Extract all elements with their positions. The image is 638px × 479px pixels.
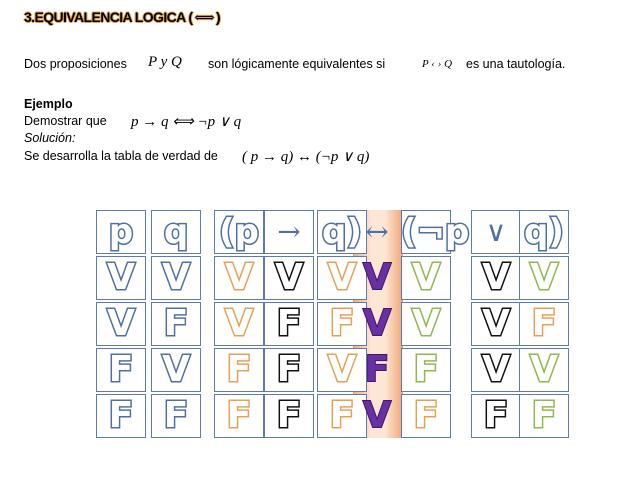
truth-table-value: F (483, 395, 509, 436)
truth-table-value: V (107, 303, 135, 344)
truth-table-header: q) (322, 212, 362, 252)
truth-table-value: F (276, 395, 302, 436)
demonstrate-line (24, 114, 242, 130)
truth-table-value: F (276, 349, 302, 390)
truth-table-value: V (107, 257, 135, 298)
truth-table-value: V (530, 257, 558, 298)
definition-prefix: Dos proposiciones (24, 57, 127, 71)
truth-table-value: V (275, 257, 303, 298)
table-intro-prefix: Se desarrolla la tabla de verdad de (24, 149, 218, 163)
truth-table-value: V (162, 257, 190, 298)
truth-table-value: F (413, 395, 439, 436)
truth-table-value: V (482, 257, 510, 298)
example-heading: Ejemplo (24, 97, 73, 111)
truth-table-header: q) (524, 212, 564, 252)
formula-equivalence: P ‹ › Q (422, 58, 453, 70)
truth-table-value: V (363, 257, 391, 298)
definition-line (24, 54, 566, 71)
title-label: 3.EQUIVALENCIA LOGICA ( (24, 9, 193, 25)
truth-table-value: F (276, 303, 302, 344)
truth-table-value: V (328, 257, 356, 298)
truth-table-header: → (277, 215, 301, 248)
truth-table-header: (p (219, 212, 259, 252)
truth-table-header: ∨ (485, 215, 507, 248)
truth-table-value: V (225, 303, 253, 344)
truth-table-value: F (108, 395, 134, 436)
truth-table-header: (¬p (401, 212, 470, 252)
truth-table-value: F (163, 395, 189, 436)
table-intro-line (24, 149, 370, 165)
truth-table-value: F (163, 303, 189, 344)
truth-table-value: V (482, 303, 510, 344)
truth-table-value: F (329, 303, 355, 344)
definition-middle: son lógicamente equivalentes si (208, 57, 386, 71)
double-arrow-icon: ⟺ (194, 10, 214, 26)
truth-table-value: V (363, 303, 391, 344)
truth-table-value: V (412, 257, 440, 298)
truth-table-value: F (531, 395, 557, 436)
truth-table-value: V (412, 303, 440, 344)
truth-table-header: q (163, 212, 189, 252)
definition-suffix: es una tautología. (466, 57, 566, 71)
solution-label: Solución: (24, 131, 76, 145)
demonstrate-formula: p → q ⟺ ¬p ∨ q (131, 114, 242, 130)
section-title (24, 9, 220, 26)
demonstrate-prefix: Demostrar que (24, 114, 107, 128)
truth-table-header: ↔ (365, 215, 389, 248)
truth-table-value: F (364, 349, 390, 390)
truth-table-value: F (413, 349, 439, 390)
truth-table-value: V (530, 349, 558, 390)
truth-table (96, 210, 569, 438)
title-close: ) (215, 9, 221, 25)
truth-table-header: p (108, 212, 134, 252)
truth-table-value: F (226, 349, 252, 390)
formula-p-y-q: P y Q (148, 54, 182, 70)
truth-table-value: V (328, 349, 356, 390)
truth-table-value: V (363, 395, 391, 436)
table-intro-formula: ( p → q) ↔ (¬p ∨ q) (242, 149, 370, 165)
truth-table-value: V (162, 349, 190, 390)
truth-table-value: F (329, 395, 355, 436)
truth-table-value: F (108, 349, 134, 390)
truth-table-value: V (482, 349, 510, 390)
truth-table-value: V (225, 257, 253, 298)
truth-table-value: F (226, 395, 252, 436)
truth-table-value: F (531, 303, 557, 344)
